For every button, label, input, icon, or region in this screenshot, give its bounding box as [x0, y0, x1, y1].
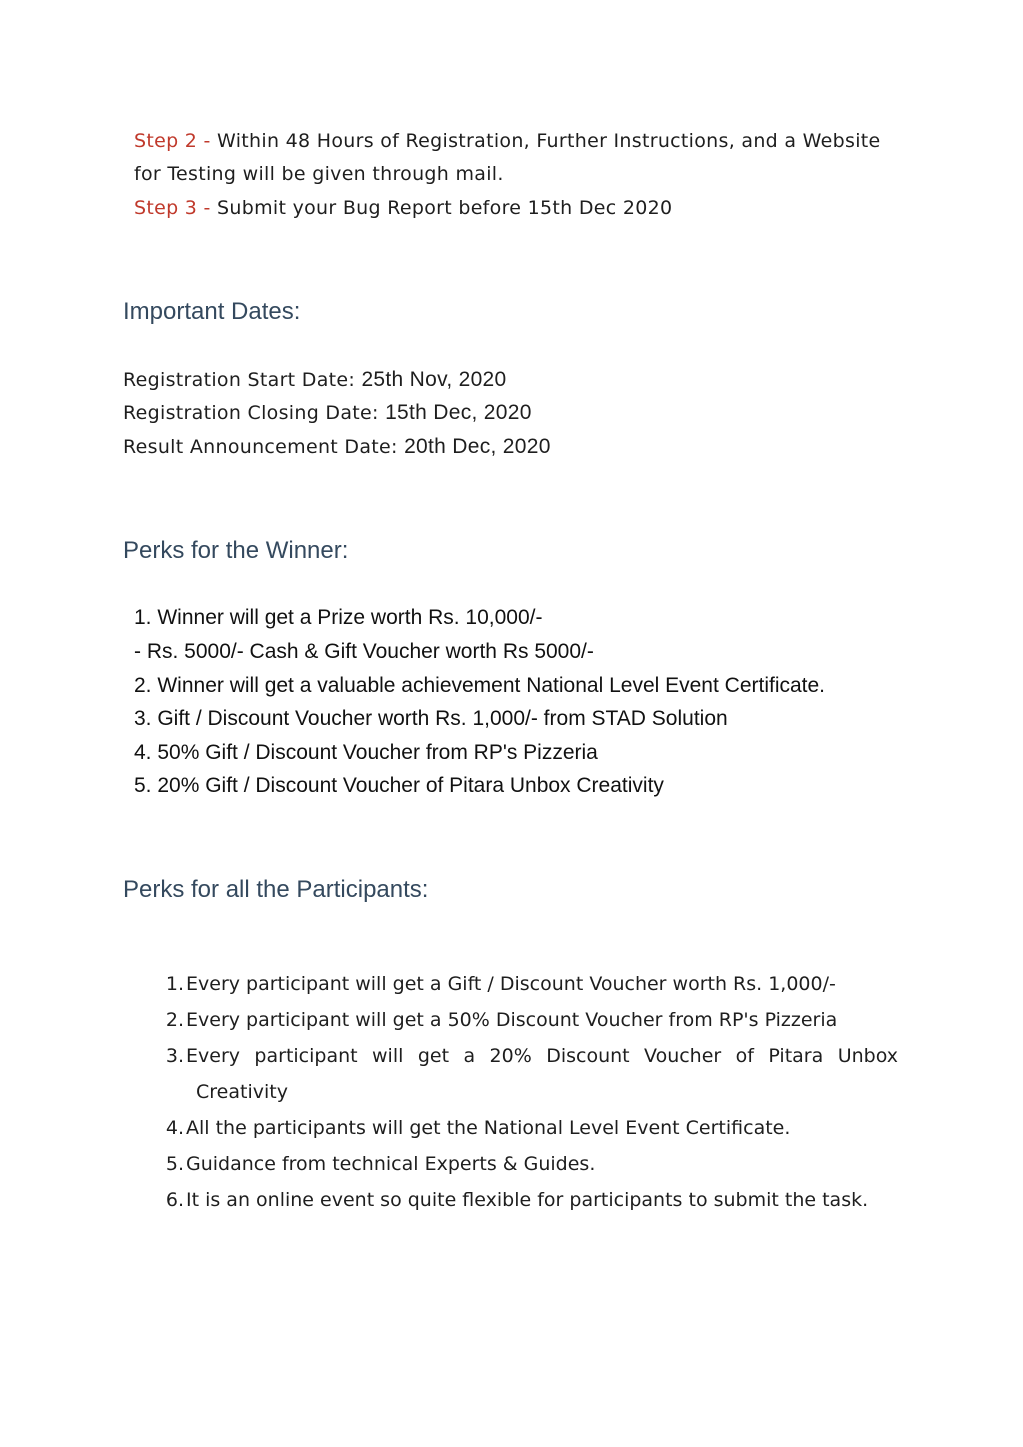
list-text: Every participant will get a 20% Discount Voucher of Pitara Unbox — [186, 1045, 898, 1067]
list-item — [162, 1044, 898, 1104]
winner-perk-line: - Rs. 5000/- Cash & Gift Voucher worth Rs 5000/- — [134, 640, 594, 663]
important-dates-heading: Important Dates: — [123, 298, 301, 325]
winner-perk-line: 1. Winner will get a Prize worth Rs. 10,000/- — [134, 606, 543, 629]
date-value: 20th Dec, 2020 — [404, 435, 551, 458]
list-text: Every participant will get a Gift / Discount Voucher worth Rs. 1,000/- — [186, 973, 836, 995]
date-row-result — [123, 435, 551, 459]
list-item — [162, 972, 898, 996]
list-item — [162, 1008, 898, 1032]
list-item — [162, 1116, 898, 1140]
list-item — [162, 1188, 898, 1212]
step-2-text: Within 48 Hours of Registration, Further Instructions, and a Website — [217, 130, 881, 152]
winner-perk-line: 4. 50% Gift / Discount Voucher from RP's Pizzeria — [134, 741, 598, 764]
list-number: 6. — [165, 1189, 184, 1211]
participant-perks-heading: Perks for all the Participants: — [123, 876, 429, 903]
list-text: Every participant will get a 50% Discount Voucher from RP's Pizzeria — [186, 1009, 838, 1031]
date-row-closing — [123, 401, 532, 425]
date-label: Registration Start Date: — [123, 369, 356, 391]
step-3-text: Submit your Bug Report before 15th Dec 2020 — [217, 197, 673, 219]
date-value: 15th Dec, 2020 — [385, 401, 532, 424]
list-text: It is an online event so quite flexible for participants to submit the task. — [186, 1189, 869, 1211]
date-label: Result Announcement Date: — [123, 436, 398, 458]
list-number: 2. — [165, 1009, 184, 1031]
winner-perk-line: 2. Winner will get a valuable achievement National Level Event Certificate. — [134, 674, 826, 697]
list-number: 1. — [165, 973, 184, 995]
date-label: Registration Closing Date: — [123, 402, 379, 424]
list-number: 3. — [165, 1045, 184, 1067]
step-2-line-2: for Testing will be given through mail. — [134, 163, 504, 185]
list-text: All the participants will get the National Level Event Certificate. — [186, 1117, 791, 1139]
step-3-line — [134, 196, 672, 220]
winner-perks-heading: Perks for the Winner: — [123, 537, 349, 564]
list-text: Guidance from technical Experts & Guides. — [186, 1153, 596, 1175]
list-text-continuation: Creativity — [196, 1081, 288, 1103]
step-3-label: Step 3 - — [134, 197, 211, 219]
list-item — [162, 1152, 898, 1176]
date-value: 25th Nov, 2020 — [361, 368, 507, 391]
winner-perk-line: 5. 20% Gift / Discount Voucher of Pitara Unbox Creativity — [134, 774, 664, 797]
step-2-label: Step 2 - — [134, 130, 211, 152]
step-2-line-1 — [134, 129, 881, 153]
list-number: 4. — [165, 1117, 184, 1139]
list-number: 5. — [165, 1153, 184, 1175]
date-row-start — [123, 368, 507, 392]
winner-perk-line: 3. Gift / Discount Voucher worth Rs. 1,000/- from STAD Solution — [134, 707, 728, 730]
